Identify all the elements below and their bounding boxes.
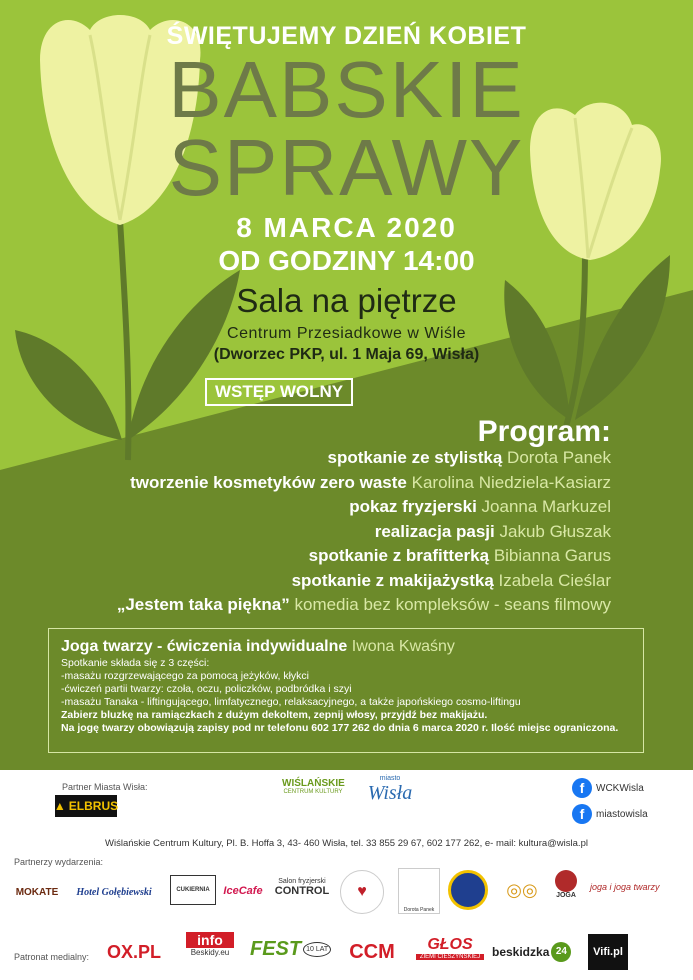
beskidy-eu-text: Beskidy.eu — [190, 948, 230, 957]
program-item — [0, 446, 611, 471]
glos-logo — [416, 936, 484, 960]
program-item — [0, 569, 611, 594]
program-person: Karolina Niedziela-Kasiarz — [411, 472, 611, 492]
partners-label: Partnerzy wydarzenia: — [14, 857, 104, 867]
wck-logo-sub: CENTRUM KULTURY — [283, 789, 343, 795]
control-salon-sub: Salon fryzjerski — [278, 878, 326, 885]
sunflower-logo-icon — [448, 870, 488, 910]
golebiewski-logo: Hotel Gołębiewski — [76, 886, 152, 898]
bra-illustration-icon: ◎◎ — [506, 879, 538, 900]
elbrus-logo — [55, 795, 117, 817]
social-link-wck[interactable] — [572, 778, 644, 798]
program-item — [0, 544, 611, 569]
fest-radio-logo — [250, 938, 331, 961]
social-label: WCKWisla — [596, 782, 644, 794]
glos-logo-sub: ZIEMI CIESZYŃSKIEJ — [416, 954, 484, 960]
yoga-registration-note: Na jogę twarzy obowiązują zapisy pod nr telefonu 602 177 262 do dnia 6 marca 2020 r. Ilość miejsc ograniczona. — [61, 722, 619, 734]
ccm-logo: CCM — [349, 940, 395, 963]
elbrus-logo-text: ELBRUS — [68, 799, 119, 813]
program-title: Program: — [477, 415, 611, 448]
fest-10-badge: 10 LAT — [303, 942, 331, 957]
dorota-panek-logo: Dorota Panek — [398, 868, 440, 914]
program-person: Izabela Cieślar — [498, 570, 611, 590]
wisla-logo-sub: miasto — [379, 775, 401, 782]
social-label: miastowisla — [596, 808, 648, 820]
yoga-line: Spotkanie składa się z 3 części: — [61, 657, 210, 669]
event-date: 8 MARCA 2020 — [236, 212, 457, 243]
program-description: komedia bez kompleksów - seans filmowy — [294, 595, 611, 614]
oxpl-logo: OX.PL — [106, 941, 161, 962]
yoga-title — [61, 637, 631, 657]
wisla-logo-text: Wisła — [367, 782, 413, 804]
joga-logo-icon — [555, 870, 577, 892]
event-hour: OD GODZINY 14:00 — [218, 245, 475, 276]
beskidzka-logo-text: beskidzka — [492, 945, 550, 959]
joga-logo — [550, 870, 582, 910]
program-person: Bibianna Garus — [493, 546, 611, 565]
beskidzka24-logo — [492, 942, 571, 962]
yoga-line: -masażu rozgrzewającego za pomocą jeżyków, kłykci — [61, 670, 310, 682]
wisla-city-logo — [355, 775, 425, 819]
media-label: Patronat medialny: — [14, 952, 90, 962]
elbrus-mark-icon: ▲ — [53, 799, 66, 813]
program-person: Jakub Głuszak — [499, 521, 611, 541]
program-activity: spotkanie ze stylistką — [327, 448, 503, 467]
contact-info: Wiślańskie Centrum Kultury, Pl. B. Hoffa 3, 43- 460 Wisła, tel. 33 855 29 67, 602 177 262, e- mail: kultura@wisla.pl — [105, 838, 588, 849]
cukiernia-logo: CUKIERNIA — [170, 875, 216, 905]
headline: ŚWIĘTUJEMY DZIEŃ KOBIET — [166, 22, 527, 50]
joga-twarzy-logo: joga i joga twarzy — [590, 882, 660, 892]
program-item — [0, 520, 611, 545]
yoga-line: -ćwiczeń partii twarzy: czoła, oczu, policzków, podbródka i szyi — [61, 683, 352, 695]
wck-logo-text: WIŚLAŃSKIE — [282, 778, 345, 789]
program-item — [0, 495, 611, 520]
info-logo-text: info — [186, 932, 234, 948]
title-line-1: BABSKIE — [168, 45, 525, 134]
glos-logo-text: GŁOS — [427, 936, 473, 953]
yoga-title-text: Joga twarzy - ćwiczenia indywidualne — [61, 638, 348, 655]
title-line-2: SPRAWY — [168, 123, 525, 212]
wck-logo — [282, 778, 344, 818]
program-activity: spotkanie z brafitterką — [308, 546, 490, 565]
mokate-logo: MOKATE — [15, 886, 59, 898]
yoga-info-box — [48, 628, 644, 753]
venue: Sala na piętrze — [236, 282, 457, 319]
program-person: Joanna Markuzel — [481, 497, 611, 516]
beskidzka-24-badge: 24 — [551, 942, 571, 962]
vifi-logo: Vifi.pl — [588, 934, 628, 970]
joga-logo-text: JOGA — [556, 892, 576, 899]
control-salon-text: CONTROL — [274, 885, 330, 897]
venue-address: (Dworzec PKP, ul. 1 Maja 69, Wisła) — [213, 346, 480, 363]
program-person: Dorota Panek — [507, 448, 611, 467]
yoga-line: -masażu Tanaka - liftingującego, limfatycznego, relaksacyjnego, a także japońskiego cosmo-liftingu — [61, 696, 521, 708]
program-activity: realizacja pasji — [374, 521, 495, 541]
venue-subtitle: Centrum Przesiadkowe w Wiśle — [227, 325, 466, 342]
yoga-person: Iwona Kwaśny — [351, 638, 455, 655]
makeup-lips-icon: ♥ — [340, 870, 384, 914]
facebook-icon: f — [572, 778, 592, 798]
free-entry-badge: WSTĘP WOLNY — [205, 378, 353, 406]
fest-logo-text: FEST — [250, 938, 302, 960]
control-salon-logo — [272, 878, 332, 897]
program-activity: pokaz fryzjerski — [349, 497, 477, 516]
program-list — [0, 446, 611, 618]
program-item — [0, 471, 611, 496]
program-item — [0, 593, 611, 618]
program-activity: „Jestem taka piękna” — [116, 595, 290, 614]
footer — [0, 770, 693, 980]
info-beskidy-logo — [186, 932, 234, 957]
program-activity: tworzenie kosmetyków zero waste — [130, 472, 407, 492]
social-link-miasto[interactable] — [572, 804, 648, 824]
yoga-note: Zabierz bluzkę na ramiączkach z dużym dekoltem, zepnij włosy, przyjdź bez makijażu. — [61, 709, 488, 721]
facebook-icon: f — [572, 804, 592, 824]
partner-label: Partner Miasta Wisła: — [62, 782, 148, 792]
icecafe-logo: IceCafe — [223, 885, 263, 897]
program-activity: spotkanie z makijażystką — [291, 570, 494, 590]
